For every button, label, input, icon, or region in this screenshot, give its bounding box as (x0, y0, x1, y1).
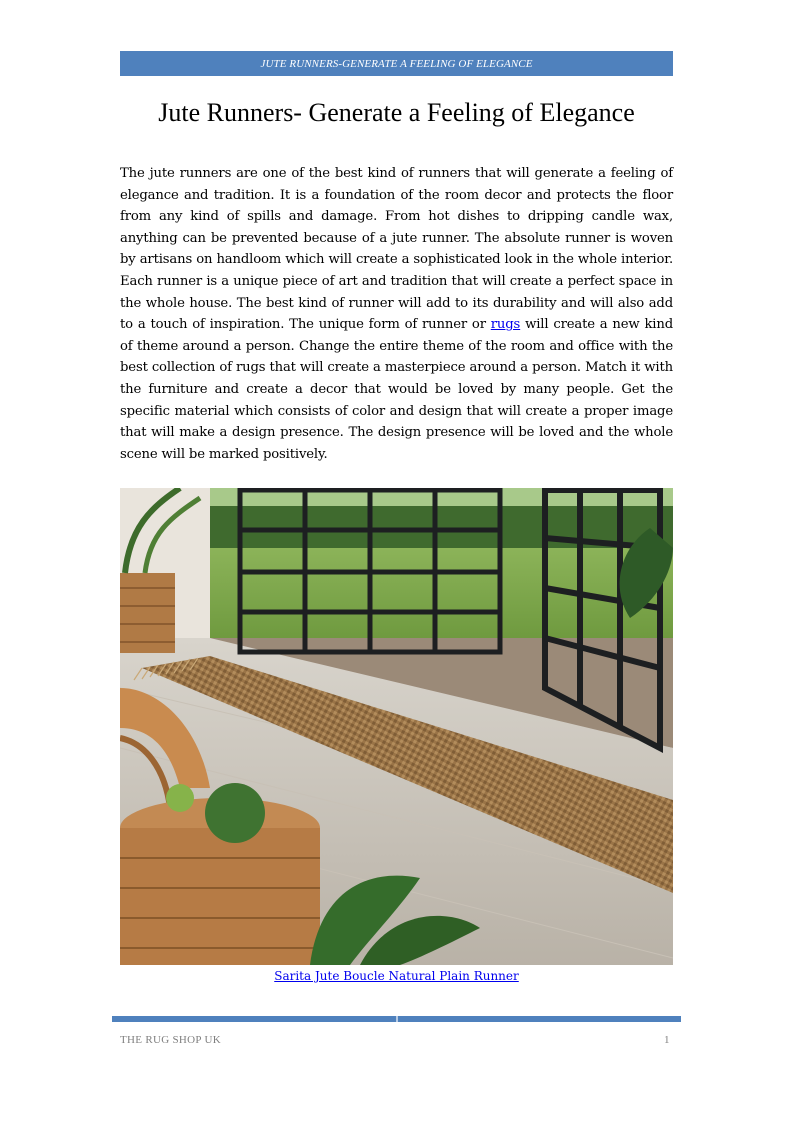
article-paragraph (120, 163, 673, 465)
image-caption (120, 967, 673, 985)
page-number: 1 (664, 1034, 670, 1046)
footer-company: THE RUG SHOP UK (120, 1034, 221, 1046)
paragraph-text-start: The jute runners are one of the best kind of runners that will generate a feeling of elegance and tradition. It is a foundation of the room decor and protects the floor from any kind of spills and damage. From hot dishes to dripping candle wax, anything can be prevented because of a jute runner. The absolute runner is woven by artisans on handloom which will create a sophisticated look in the whole interior. Each runner is a unique piece of art and tradition that will create a perfect space in the whole house. The best kind of runner will add to its durability and will also add to a touch of inspiration. The unique form of runner or (120, 166, 673, 333)
rugs-link[interactable]: rugs (490, 317, 521, 333)
header-band (120, 51, 673, 76)
footer-rule (112, 1016, 681, 1022)
page-title: Jute Runners- Generate a Feeling of Elegance (158, 98, 635, 127)
jute-runner-photo (120, 488, 673, 965)
paragraph-text-end: will create a new kind of theme around a person. Change the entire theme of the room and office with the best collection of rugs that will create a masterpiece around a person. Match it with the furniture and create a decor that would be loved by many people. Get the specific material which consists of color and design that will create a proper image that will make a design presence. The design presence will be loved and the whole scene will be marked positively. (120, 317, 673, 462)
caption-link[interactable]: Sarita Jute Boucle Natural Plain Runner (274, 969, 519, 983)
header-text: JUTE RUNNERS-GENERATE A FEELING OF ELEGANCE (260, 57, 533, 70)
